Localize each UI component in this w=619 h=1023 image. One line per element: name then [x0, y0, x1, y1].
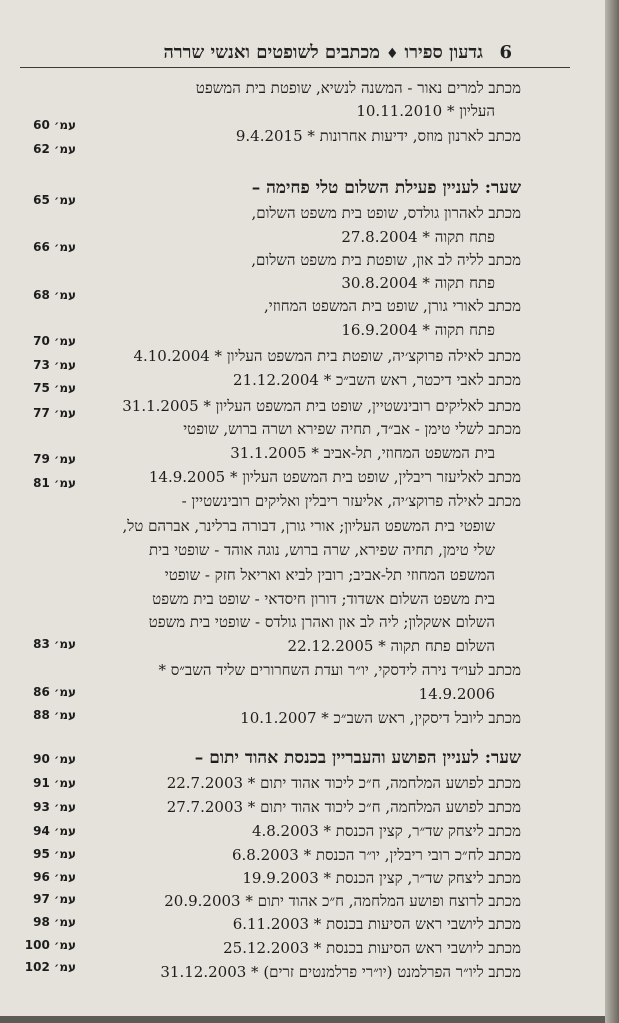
toc-entry-line: מכתב ליצחק שד״ר, קצין הכנסת * 4.8.2003	[251, 822, 521, 840]
toc-entry-line: מכתב לאורי גורן, שופט בית המשפט המחוזי,	[264, 297, 521, 315]
page-reference: עמ׳ 94	[33, 824, 76, 838]
page-reference: עמ׳ 66	[33, 240, 76, 254]
page-reference: עמ׳ 62	[33, 142, 76, 156]
toc-entry-line: מכתב ליצחק שד״ר, קצין הכנסת * 19.9.2003	[242, 869, 521, 887]
page-reference: עמ׳ 96	[33, 870, 76, 884]
page-reference: עמ׳ 83	[33, 637, 76, 651]
page-reference: עמ׳ 60	[33, 118, 76, 132]
toc-entry-line: שופטי בית המשפט העליון; אורי גורן, דבורה ברלינר, אברהם טל,	[122, 517, 495, 535]
toc-entry-line: מכתב ליו״ר הפרלמנט (יו״רי פרלמנטים זרים) * 31.12.2003	[160, 963, 521, 981]
toc-entry-line: פתח תקוה * 16.9.2004	[341, 321, 495, 339]
page-reference: עמ׳ 95	[33, 847, 76, 861]
page-reference: עמ׳ 73	[33, 358, 76, 372]
page-reference: עמ׳ 91	[33, 776, 76, 790]
author-name: גדעון ספירו	[404, 42, 483, 63]
toc-entry-line: בית משפט השלום אשדוד; דורון חיסדאי - שופט בית משפט	[152, 590, 495, 608]
page-reference: עמ׳ 88	[33, 708, 76, 722]
toc-entry-line: מכתב לאליקים רובינשטיין, שופט בית המשפט העליון * 31.1.2005	[122, 397, 521, 415]
page-reference: עמ׳ 97	[33, 892, 76, 906]
toc-entry-line: מכתב לאבי דיכטר, ראש השב״כ * 21.12.2004	[233, 371, 521, 389]
page-reference: עמ׳ 65	[33, 193, 76, 207]
toc-entry-line: מכתב למרים נאור - המשנה לנשיא, שופטת בית המשפט	[195, 79, 521, 97]
toc-entry-line: מכתב לח״כ רובי ריבלין, יו״ר הכנסת * 6.8.2003	[232, 846, 521, 864]
toc-entry-line: שלי טימן, תחיה שפירא, שרה ברוש, נוגה אוהד - שופטי בית	[149, 541, 495, 559]
page-reference: עמ׳ 70	[33, 334, 76, 348]
section-heading: שער: לעניין הפושע והעבריין בכנסת אהוד יתום –	[194, 748, 521, 768]
book-title: מכתבים לשופטים ואנשי שררה	[163, 42, 380, 63]
toc-entry-line: בית המשפט המחוזי, תל-אביב * 31.1.2005	[230, 444, 495, 462]
page-number: 6	[499, 42, 512, 63]
toc-entry-line: מכתב לפושע המלחמה, ח״כ ליכוד אהוד יתום * 22.7.2003	[166, 774, 521, 792]
toc-entry-line: מכתב לפושע המלחמה, ח״כ ליכוד אהוד יתום * 27.7.2003	[166, 798, 521, 816]
toc-entry-line: העליון * 10.11.2010	[356, 102, 495, 120]
toc-entry-line: מכתב לרוצח ופושע המלחמה, ח״כ אהוד יתום * 20.9.2003	[164, 892, 521, 910]
page-reference: עמ׳ 93	[33, 800, 76, 814]
toc-entry-line: פתח תקוה * 27.8.2004	[341, 228, 495, 246]
section-heading: שער: לעניין פעילת השלום טלי פחימה –	[251, 178, 521, 198]
toc-entry-line: השלום אשקלון; ליה לב און ואהרן גולדס - שופטי בית משפט	[148, 613, 495, 631]
page-edge-shadow	[605, 0, 619, 1023]
page-reference: עמ׳ 79	[33, 452, 76, 466]
page-reference: עמ׳ 86	[33, 685, 76, 699]
toc-entry-line: מכתב לליה לב און, שופטת בית משפט השלום,	[251, 251, 521, 269]
page-reference: עמ׳ 100	[24, 938, 76, 952]
page-reference: עמ׳ 90	[33, 752, 76, 766]
toc-entry-line: מכתב לאליעזר ריבלין, שופט בית המשפט העליון * 14.9.2005	[148, 468, 521, 486]
toc-entry-line: מכתב ליובל דיסקין, ראש השב״כ * 10.1.2007	[240, 709, 521, 727]
toc-entry-line: השלום פתח תקוה * 22.12.2005	[287, 637, 495, 655]
toc-entry-line: 14.9.2006	[418, 685, 495, 703]
toc-entry-line: פתח תקוה * 30.8.2004	[341, 274, 495, 292]
toc-entry-line: המשפט המחוזי תל-אביב; רובין לביא ואריאל חזק - שופטי	[164, 566, 495, 584]
toc-entry-line: מכתב לאילה פרוקצ׳יה, שופטת בית המשפט העליון * 4.10.2004	[133, 347, 521, 365]
toc-entry-line: מכתב לאהרון גולדס, שופט בית משפט השלום,	[251, 204, 521, 222]
toc-entry-line: מכתב לארנון מוזס, ידיעות אחרונות * 9.4.2015	[235, 127, 521, 145]
toc-entry-line: מכתב ליושבי ראש הסיעות בכנסת * 25.12.2003	[223, 939, 521, 957]
toc-entry-line: מכתב לשלי טימן - אב״ד, תחיה שפירא ושרה ברוש, שופטי	[183, 420, 521, 438]
toc-entry-line: מכתב לאילה פרוקצ׳יה, אליעזר ריבלין ואליקים רובינשטיין -	[181, 492, 521, 510]
toc-entry-line: מכתב לעו״ד נירה לידסקי, יו״ר ועדת השחרורים שליד השב״ס *	[158, 661, 521, 679]
page-reference: עמ׳ 75	[33, 381, 76, 395]
diamond-separator-icon: ♦	[385, 46, 399, 62]
page-reference: עמ׳ 77	[33, 406, 76, 420]
page-reference: עמ׳ 98	[33, 915, 76, 929]
toc-entry-line: מכתב ליושבי ראש הסיעות בכנסת * 6.11.2003	[232, 915, 521, 933]
page-reference: עמ׳ 81	[33, 476, 76, 490]
page-reference: עמ׳ 68	[33, 288, 76, 302]
page-reference: עמ׳ 102	[24, 960, 76, 974]
